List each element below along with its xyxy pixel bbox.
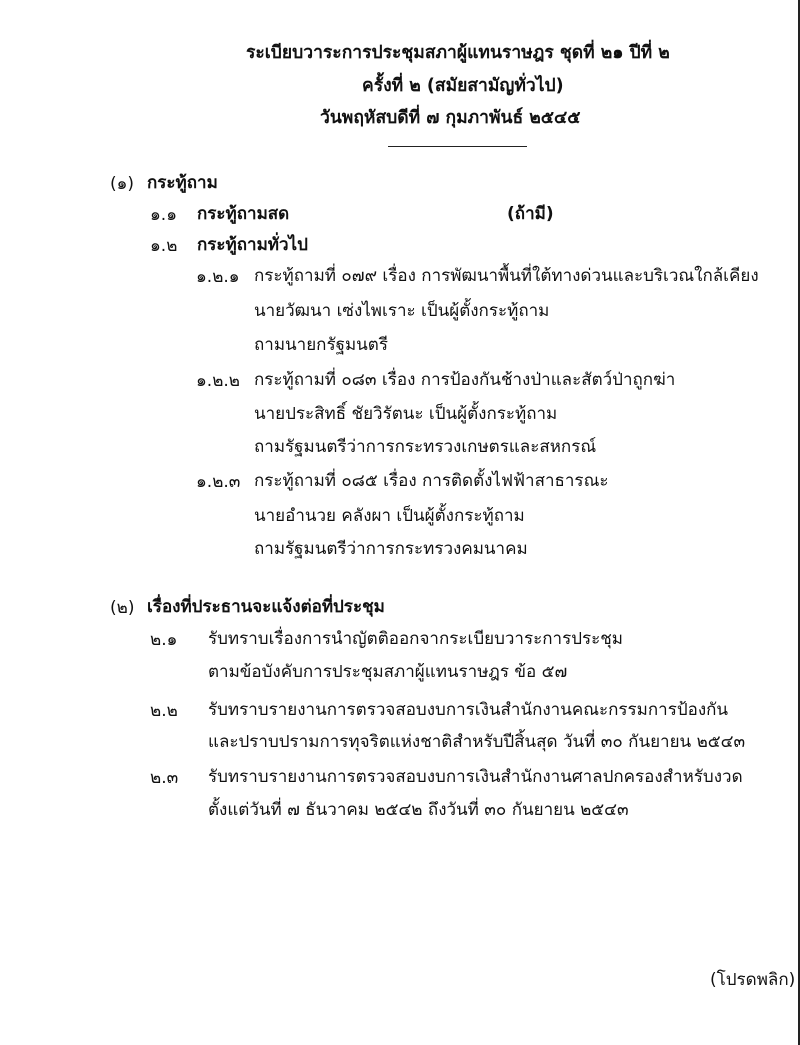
section2-number: (๒) (110, 598, 135, 618)
item-2-3-line2: ตั้งแต่วันที่ ๗ ธันวาคม ๒๕๔๒ ถึงวันที่ ๓๐ กันยายน ๒๕๔๓ (208, 800, 629, 820)
section1-number: (๑) (110, 174, 135, 194)
item-2-1-number: ๒.๑ (150, 630, 178, 650)
question-1-2-3-addressee: ถามรัฐมนตรีว่าการกระทรวงคมนาคม (254, 539, 528, 559)
agenda-title: ระเบียบวาระการประชุมสภาผู้แทนราษฎร ชุดที่ ๒๑ ปีที่ ๒ (246, 43, 670, 63)
item-1-2-number: ๑.๒ (150, 236, 178, 256)
question-1-2-2-addressee: ถามรัฐมนตรีว่าการกระทรวงเกษตรและสหกรณ์ (254, 437, 597, 457)
question-1-2-1-number: ๑.๒.๑ (196, 267, 240, 287)
question-1-2-1-addressee: ถามนายกรัฐมนตรี (254, 335, 388, 355)
question-1-2-3-subject: กระทู้ถามที่ ๐๘๕ เรื่อง การติดตั้งไฟฟ้าสาธารณะ (254, 471, 609, 491)
section2-title: เรื่องที่ประธานจะแจ้งต่อที่ประชุม (147, 597, 385, 617)
item-2-1-line2: ตามข้อบังคับการประชุมสภาผู้แทนราษฎร ข้อ ๕๗ (208, 662, 568, 682)
item-2-2-line2: และปราบปรามการทุจริตแห่งชาติสำหรับปีสิ้นสุด วันที่ ๓๐ กันยายน ๒๕๔๓ (208, 732, 746, 752)
item-1-1-note: (ถ้ามี) (507, 204, 554, 224)
item-2-2-number: ๒.๒ (150, 701, 178, 721)
header-underline (388, 146, 527, 147)
session-line: ครั้งที่ ๒ (สมัยสามัญทั่วไป) (362, 76, 564, 96)
question-1-2-1-subject: กระทู้ถามที่ ๐๗๙ เรื่อง การพัฒนาพื้นที่ใต้ทางด่วนและบริเวณใกล้เคียง (254, 266, 759, 286)
meeting-date: วันพฤหัสบดีที่ ๗ กุมภาพันธ์ ๒๕๔๕ (320, 108, 581, 128)
question-1-2-3-asker: นายอำนวย คลังผา เป็นผู้ตั้งกระทู้ถาม (254, 506, 525, 526)
question-1-2-3-number: ๑.๒.๓ (196, 472, 241, 492)
question-1-2-2-subject: กระทู้ถามที่ ๐๘๓ เรื่อง การป้องกันช้างป่าและสัตว์ป่าถูกฆ่า (254, 370, 676, 390)
question-1-2-2-asker: นายประสิทธิ์ ชัยวิรัตนะ เป็นผู้ตั้งกระทู้ถาม (254, 404, 558, 424)
question-1-2-1-asker: นายวัฒนา เซ่งไพเราะ เป็นผู้ตั้งกระทู้ถาม (254, 301, 550, 321)
turn-over-note: (โปรดพลิก) (710, 970, 796, 990)
item-2-3-number: ๒.๓ (150, 768, 179, 788)
item-2-1-line1: รับทราบเรื่องการนำญัตติออกจากระเบียบวาระการประชุม (208, 629, 623, 649)
item-1-2-title: กระทู้ถามทั่วไป (197, 235, 308, 255)
item-1-1-title: กระทู้ถามสด (197, 204, 290, 224)
question-1-2-2-number: ๑.๒.๒ (196, 371, 241, 391)
item-1-1-number: ๑.๑ (150, 205, 177, 225)
item-2-3-line1: รับทราบรายงานการตรวจสอบงบการเงินสำนักงานศาลปกครองสำหรับงวด (208, 767, 743, 787)
item-2-2-line1: รับทราบรายงานการตรวจสอบงบการเงินสำนักงานคณะกรรมการป้องกัน (208, 700, 729, 720)
section1-title: กระทู้ถาม (147, 173, 218, 193)
